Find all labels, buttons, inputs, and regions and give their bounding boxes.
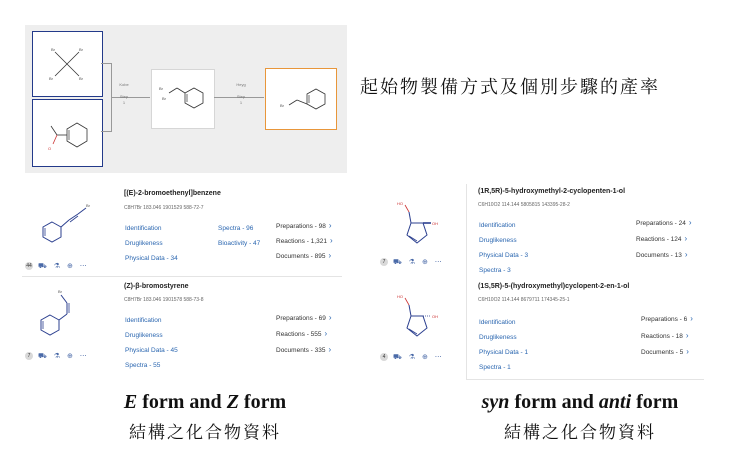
compound-card-4 — [478, 280, 703, 376]
step-1-label: Kobe Step 1 — [119, 82, 129, 105]
svg-text:Br: Br — [280, 103, 284, 108]
card-1-toolbar — [25, 262, 87, 271]
chevron-right-icon: › — [328, 345, 332, 354]
card-divider — [466, 379, 704, 380]
link-preparations[interactable]: Preparations - 24 › — [636, 218, 692, 227]
link-physical-data[interactable]: Physical Data - 34 — [125, 255, 178, 262]
link-druglikeness[interactable]: Druglikeness — [479, 334, 517, 341]
svg-text:O: O — [48, 146, 52, 151]
link-physical-data[interactable]: Physical Data - 3 — [479, 252, 529, 259]
zoom-icon[interactable]: ⊕ — [421, 259, 428, 266]
link-documents[interactable]: Documents - 5 › — [641, 347, 689, 356]
card-2-toolbar — [25, 352, 87, 361]
card-frame — [466, 184, 467, 380]
compound-meta: C8H7Br 183.046 1901529 588-72-7 — [124, 205, 204, 211]
flask-icon[interactable]: ⚗ — [53, 353, 60, 360]
link-druglikeness[interactable]: Druglikeness — [479, 237, 517, 244]
e-bromostyrene-structure — [28, 195, 108, 255]
chevron-right-icon: › — [688, 218, 692, 227]
link-druglikeness[interactable]: Druglikeness — [125, 332, 163, 339]
chevron-right-icon: › — [686, 347, 689, 356]
svg-text:Br: Br — [49, 76, 53, 81]
chevron-right-icon: › — [328, 251, 332, 260]
card-4-toolbar — [380, 353, 442, 362]
link-identification[interactable]: Identification — [125, 317, 162, 324]
more-icon[interactable]: ⋯ — [79, 353, 87, 360]
reaction-scheme-panel — [25, 25, 347, 173]
compound-meta: C6H10O2 114.144 8679711 174345-25-1 — [478, 297, 570, 303]
svg-text:Br: Br — [51, 47, 55, 52]
compound-meta: C6H10O2 114.144 5805815 143395-28-2 — [478, 202, 570, 208]
reactant-2-structure — [33, 100, 102, 166]
link-spectra[interactable]: Spectra - 1 — [479, 364, 511, 371]
citation-badge[interactable]: 4 — [380, 353, 388, 361]
compound-card-1 — [124, 187, 346, 269]
compound-name[interactable]: (1R,5R)-5-hydroxymethyl-2-cyclopenten-1-ol — [478, 188, 626, 195]
link-spectra[interactable]: Spectra - 96 — [218, 225, 254, 232]
chevron-right-icon: › — [329, 236, 333, 245]
flask-icon[interactable]: ⚗ — [408, 354, 415, 361]
reactant-box-1[interactable] — [32, 31, 103, 97]
chevron-right-icon: › — [684, 234, 688, 243]
link-reactions[interactable]: Reactions - 1,321 › — [276, 236, 333, 245]
link-preparations[interactable]: Preparations - 98 › — [276, 221, 332, 230]
card-3-toolbar — [380, 258, 442, 267]
chevron-right-icon: › — [324, 329, 328, 338]
citation-badge[interactable]: 7 — [25, 352, 33, 360]
z-bromostyrene-structure — [28, 285, 108, 345]
chevron-right-icon: › — [328, 221, 332, 230]
intermediate-box[interactable] — [151, 69, 215, 129]
flask-icon[interactable]: ⚗ — [53, 263, 60, 270]
chevron-right-icon: › — [685, 331, 689, 340]
link-documents[interactable]: Documents - 13 › — [636, 250, 688, 259]
reactant-1-structure — [33, 32, 102, 96]
svg-text:Br: Br — [86, 203, 90, 208]
svg-text:Br: Br — [58, 289, 62, 294]
card-divider — [22, 276, 342, 277]
cart-icon[interactable]: ⛟ — [392, 354, 402, 361]
chevron-right-icon: › — [328, 313, 332, 322]
link-preparations[interactable]: Preparations - 69 › — [276, 313, 332, 322]
reactant-box-2[interactable] — [32, 99, 103, 167]
cart-icon[interactable]: ⛟ — [37, 263, 47, 270]
citation-badge[interactable]: 44 — [26, 263, 32, 270]
compound-card-3 — [478, 184, 703, 278]
svg-text:HO: HO — [397, 294, 403, 299]
caption-right-english: syn form and anti form — [481, 391, 679, 413]
zoom-icon[interactable]: ⊕ — [421, 354, 428, 361]
connector-line — [101, 63, 111, 64]
chevron-right-icon: › — [690, 314, 693, 323]
connector-line — [101, 131, 111, 132]
svg-text:HO: HO — [397, 201, 403, 206]
chevron-right-icon: › — [684, 250, 688, 259]
svg-text:Br: Br — [162, 96, 166, 101]
compound-card-2 — [124, 280, 346, 372]
link-druglikeness[interactable]: Druglikeness — [125, 240, 163, 247]
cart-icon[interactable]: ⛟ — [37, 353, 47, 360]
link-physical-data[interactable]: Physical Data - 1 — [479, 349, 529, 356]
product-box-highlighted[interactable] — [265, 68, 337, 130]
link-preparations[interactable]: Preparations - 6 › — [641, 314, 693, 323]
link-identification[interactable]: Identification — [479, 222, 516, 229]
link-documents[interactable]: Documents - 335 › — [276, 345, 332, 354]
intermediate-structure — [152, 70, 214, 128]
zoom-icon[interactable]: ⊕ — [66, 353, 73, 360]
link-reactions[interactable]: Reactions - 555 › — [276, 329, 328, 338]
svg-text:OH: OH — [432, 221, 438, 226]
link-spectra[interactable]: Spectra - 3 — [479, 267, 511, 274]
zoom-icon[interactable]: ⊕ — [66, 263, 73, 270]
svg-text:Br: Br — [79, 76, 83, 81]
caption-left-english: E form and Z form — [123, 391, 287, 413]
compound-meta: C8H7Br 183.046 1901578 588-73-8 — [124, 297, 204, 303]
link-spectra[interactable]: Spectra - 55 — [125, 362, 161, 369]
product-structure — [266, 69, 336, 129]
caption-left-chinese: 結構之化合物資料 — [129, 423, 281, 443]
link-physical-data[interactable]: Physical Data - 45 — [125, 347, 178, 354]
link-reactions[interactable]: Reactions - 124 › — [636, 234, 688, 243]
link-documents[interactable]: Documents - 895 › — [276, 251, 332, 260]
caption-right-chinese: 結構之化合物資料 — [504, 423, 656, 443]
svg-text:Br: Br — [159, 86, 163, 91]
more-icon[interactable]: ⋯ — [79, 263, 87, 270]
step-2-label: Heyg Step 1 — [236, 82, 246, 105]
compound-name[interactable]: [(E)-2-bromoethenyl]benzene — [124, 190, 221, 197]
link-reactions[interactable]: Reactions - 18 › — [641, 331, 689, 340]
svg-text:OH: OH — [432, 314, 438, 319]
flask-icon[interactable]: ⚗ — [408, 259, 415, 266]
slide-heading: 起始物製備方式及個別步驟的產率 — [360, 77, 660, 98]
link-identification[interactable]: Identification — [479, 319, 516, 326]
citation-badge[interactable]: 7 — [380, 258, 388, 266]
anti-diol-structure — [385, 288, 455, 353]
more-icon[interactable]: ⋯ — [434, 354, 442, 361]
svg-text:Br: Br — [79, 47, 83, 52]
link-identification[interactable]: Identification — [125, 225, 162, 232]
cart-icon[interactable]: ⛟ — [392, 259, 402, 266]
syn-diol-structure — [385, 195, 455, 260]
compound-name[interactable]: (1S,5R)-5-(hydroxymethyl)cyclopent-2-en-1-ol — [478, 283, 630, 290]
compound-name[interactable]: (Z)-β-bromostyrene — [124, 283, 189, 290]
more-icon[interactable]: ⋯ — [434, 259, 442, 266]
link-bioactivity[interactable]: Bioactivity - 47 — [218, 240, 261, 247]
